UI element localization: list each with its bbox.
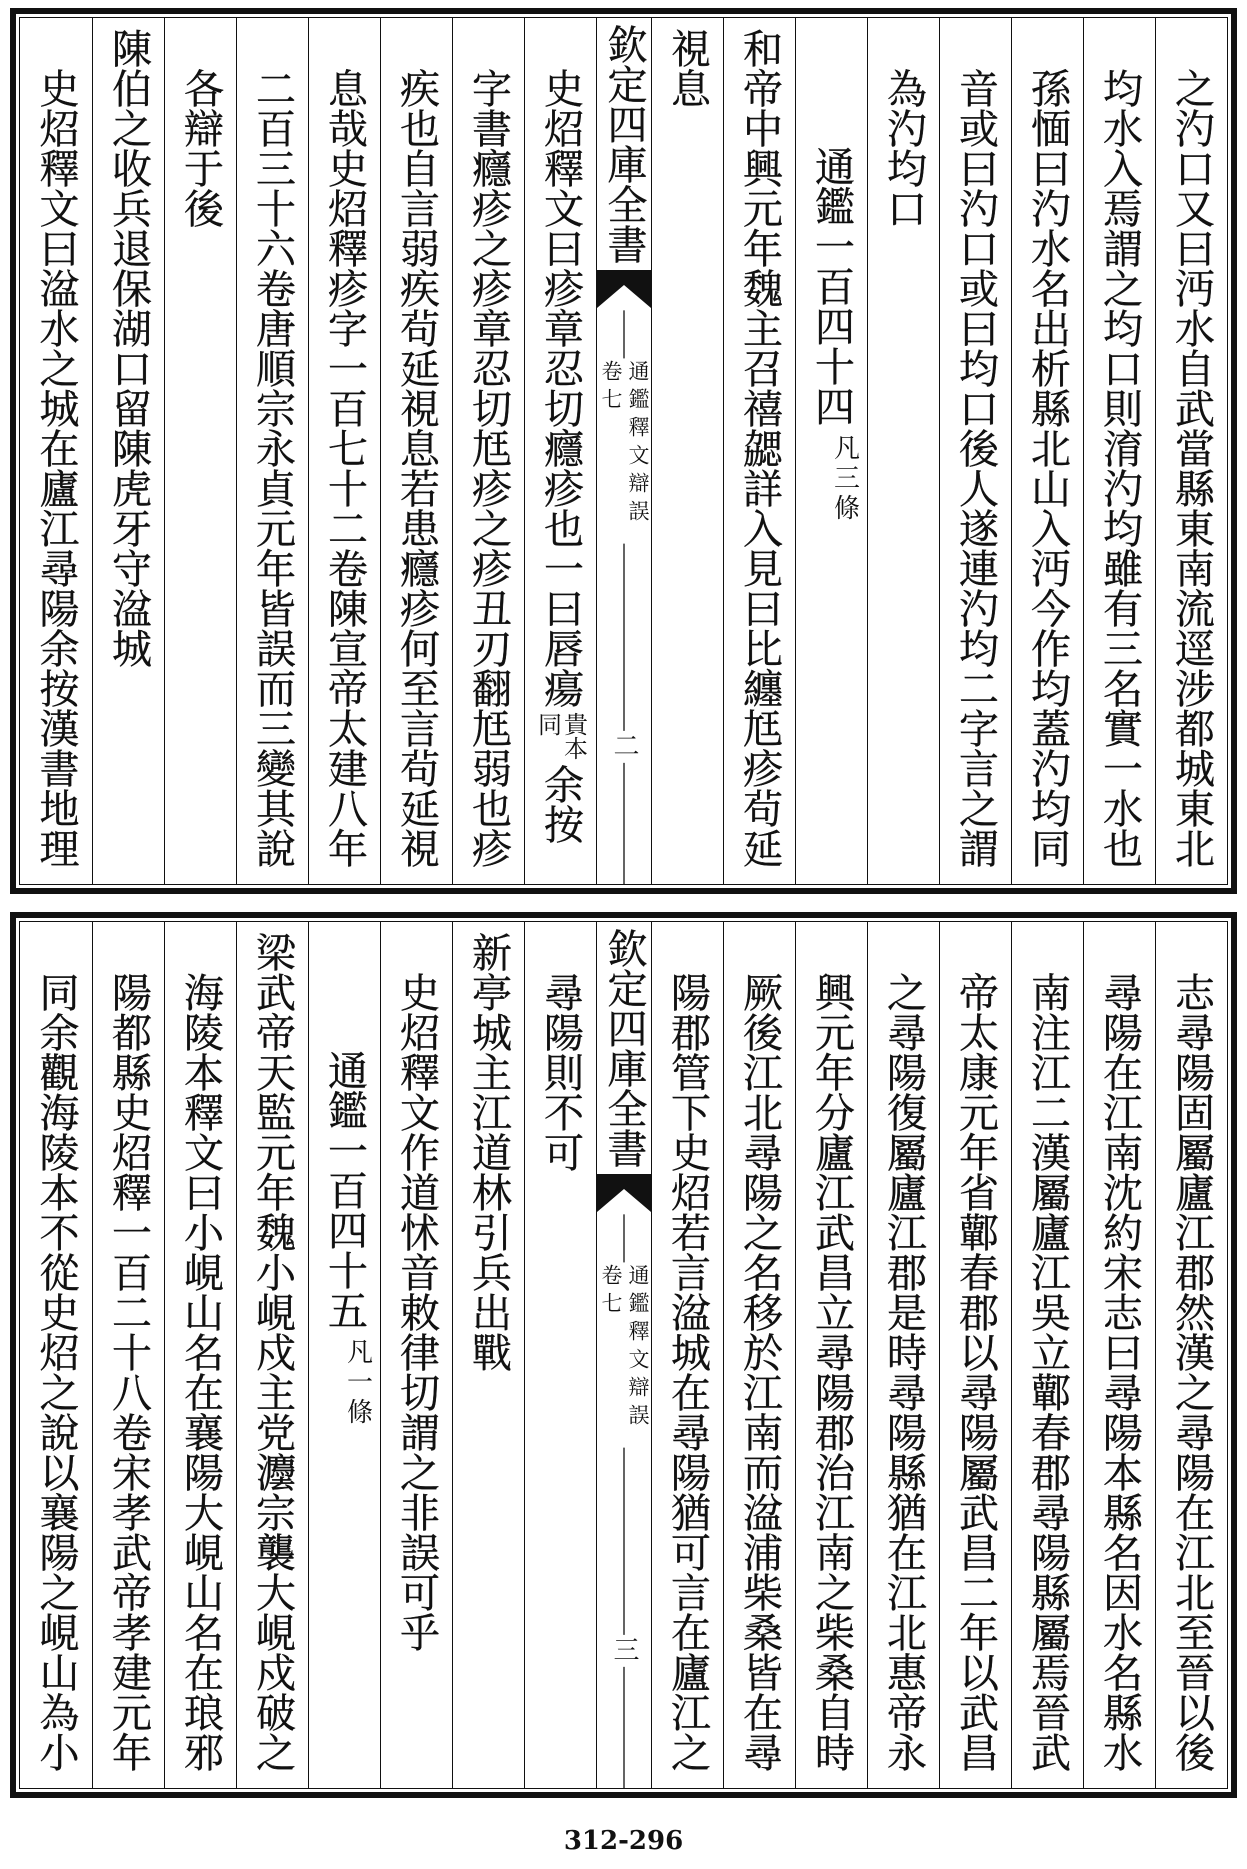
column-text: 字書癮疹之疹章忍切尪疹之疹丑刃翻尪弱也疹	[465, 68, 512, 868]
column-text: 梁武帝天監元年魏小峴戍主党灋宗襲大峴戍破之	[249, 932, 296, 1772]
text-column	[20, 922, 92, 1788]
column-text: 之尋陽復屬廬江郡是時尋陽縣猶在江北惠帝永	[880, 972, 927, 1772]
column-text: 孫愐曰汋水名出析縣北山入沔今作均蓋汋均同	[1024, 68, 1071, 868]
note-line: 同	[533, 712, 562, 736]
column-text: 同余觀海陵本不從史炤之說以襄陽之峴山為小	[33, 972, 79, 1772]
text-column	[1155, 18, 1227, 884]
column-text: 疾也自言弱疾茍延視息若患癮疹何至言茍延視	[393, 68, 440, 868]
fish-tail-mark	[597, 270, 651, 310]
inline-note: 凡一條	[342, 1338, 373, 1428]
column-text: 均水入焉謂之均口則淯汋均雖有三名實一水也	[1096, 68, 1143, 868]
column-text: 新亭城主江道林引兵出戰	[465, 932, 512, 1372]
text-column	[524, 18, 596, 884]
column-text: 史炤釋文作道怵音敕律切謂之非誤可乎	[393, 972, 440, 1652]
text-column	[308, 922, 380, 1788]
column-text: 音或曰汋口或曰均口後人遂連汋均二字言之謂	[952, 68, 999, 868]
column-text: 陽郡管下史炤若言湓城在尋陽猶可言在廬江之	[664, 972, 711, 1772]
text-column	[723, 922, 795, 1788]
column-text: 陳伯之收兵退保湖口留陳虎牙守湓城	[105, 28, 152, 668]
folio-number: 二	[609, 732, 639, 758]
text-column	[452, 18, 524, 884]
fish-tail-mark	[597, 1174, 651, 1214]
text-column	[1011, 922, 1083, 1788]
text-column	[939, 18, 1011, 884]
text-column	[795, 922, 867, 1788]
column-text: 二百三十六卷唐順宗永貞元年皆誤而三變其說	[249, 68, 296, 868]
text-column	[795, 18, 867, 884]
column-text: 南注江二漢屬廬江吳立鄿春郡尋陽縣屬焉晉武	[1024, 972, 1071, 1772]
text-column	[1155, 922, 1227, 1788]
column-text: 尋陽則不可	[537, 972, 584, 1172]
book-title: 通鑑釋文辯誤	[626, 360, 650, 528]
column-text: 帝太康元年省鄿春郡以尋陽屬武昌二年以武昌	[952, 972, 999, 1772]
text-column	[236, 922, 308, 1788]
column-text: 各辯于後	[177, 68, 224, 228]
column-text: 余按	[537, 764, 584, 844]
page-border	[19, 17, 1228, 885]
text-column	[92, 922, 164, 1788]
text-column	[1083, 922, 1155, 1788]
text-column	[380, 18, 452, 884]
folio-number: 三	[609, 1636, 639, 1662]
page-border	[19, 921, 1228, 1789]
text-column	[452, 922, 524, 1788]
text-column	[1011, 18, 1083, 884]
column-text: 海陵本釋文曰小峴山名在襄陽大峴山名在琅邪	[177, 972, 224, 1772]
text-column	[723, 18, 795, 884]
text-column	[380, 922, 452, 1788]
double-line-note	[535, 712, 587, 760]
column-text: 視息	[664, 28, 711, 108]
text-column	[164, 18, 236, 884]
column-text: 尋陽在江南沈約宋志曰尋陽本縣名因水名縣水	[1096, 972, 1143, 1772]
book-title: 通鑑釋文辯誤	[626, 1264, 650, 1432]
text-column	[308, 18, 380, 884]
bottom-half-page	[10, 912, 1237, 1798]
text-column	[651, 18, 723, 884]
column-text: 厥後江北尋陽之名移於江南而湓浦柴桑皆在尋	[736, 972, 783, 1772]
text-column	[1083, 18, 1155, 884]
top-half-page	[10, 8, 1237, 894]
column-text: 史炤釋文曰湓水之城在廬江尋陽余按漢書地理	[33, 68, 79, 868]
text-column	[939, 922, 1011, 1788]
text-column	[867, 922, 939, 1788]
text-column	[164, 922, 236, 1788]
center-strip	[596, 922, 651, 1788]
column-text: 史炤釋文曰疹章忍切癮疹也一曰唇瘍	[537, 68, 584, 708]
center-strip	[596, 18, 651, 884]
series-title: 欽定四庫全書	[601, 928, 647, 1168]
inline-note: 凡三條	[829, 434, 860, 524]
chapter-heading: 通鑑一百四十五	[321, 1050, 368, 1330]
text-column	[236, 18, 308, 884]
text-column	[20, 18, 92, 884]
column-text: 息哉史炤釋疹字一百七十二卷陳宣帝太建八年	[321, 68, 368, 868]
page-number: 312-296	[563, 1826, 684, 1856]
volume-label: 卷七	[599, 360, 623, 416]
text-column	[651, 922, 723, 1788]
note-line: 貴本	[559, 712, 588, 760]
column-text: 陽都縣史炤釋一百二十八卷宋孝武帝孝建元年	[105, 972, 152, 1772]
column-text: 志尋陽固屬廬江郡然漢之尋陽在江北至晉以後	[1168, 972, 1215, 1772]
series-title: 欽定四庫全書	[601, 24, 647, 264]
text-column	[524, 922, 596, 1788]
chapter-heading: 通鑑一百四十四	[808, 146, 855, 426]
column-text: 和帝中興元年魏主召禧勰詳入見曰比纏尪疹茍延	[736, 28, 783, 868]
column-text: 之汋口又曰沔水自武當縣東南流逕涉都城東北	[1168, 68, 1215, 868]
volume-label: 卷七	[599, 1264, 623, 1320]
text-column	[867, 18, 939, 884]
column-text: 為汋均口	[880, 68, 927, 228]
column-text: 興元年分廬江武昌立尋陽郡治江南之柴桑自時	[808, 972, 855, 1772]
text-column	[92, 18, 164, 884]
